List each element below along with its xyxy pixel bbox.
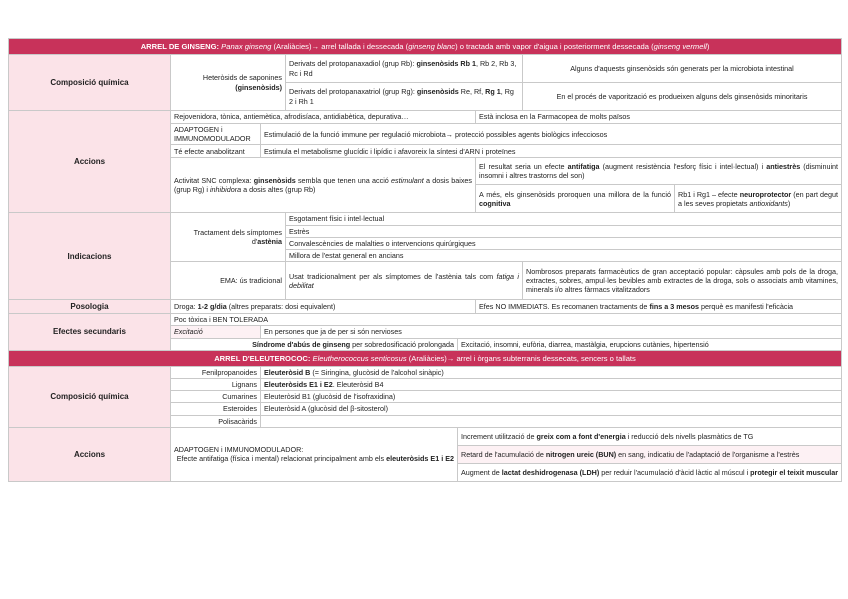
tract-pre: Tractament dels símptomes d' bbox=[193, 228, 282, 247]
eleu-r1 bbox=[458, 427, 842, 445]
sindrome-cell bbox=[171, 338, 458, 350]
eleu-composicio-label: Composició química bbox=[9, 366, 171, 427]
ginseng-posologia-label: Posologia bbox=[9, 300, 171, 314]
droga-pre: Droga: bbox=[174, 302, 196, 312]
neuro-cell bbox=[675, 185, 842, 213]
eleu-r2-post: en sang, indicatiu de l'adaptació de l'organisme a l'estrès bbox=[616, 449, 800, 459]
eleu-r3-bold: lactat deshidrogenasa (LDH) bbox=[501, 467, 600, 477]
neuro-mid: (en part degut a les seves propietats bbox=[678, 189, 839, 208]
efect-post: perquè es manifesti l'eficàcia bbox=[698, 302, 794, 312]
antifat-b1: antifatiga bbox=[567, 162, 600, 172]
indicacio-item-4: Millora de l'estat general en ancians bbox=[286, 250, 842, 262]
ema-desc bbox=[286, 262, 523, 300]
antifat-cell bbox=[476, 158, 842, 185]
eleu-r2 bbox=[458, 445, 842, 463]
ppt-note: En el procés de vaporització es produeixen alguns dels ginsenòsids minoritaris bbox=[523, 83, 842, 111]
monograph-sheet bbox=[8, 38, 841, 482]
antifat-post: (disminuint insomni i altres trastorns del son) bbox=[479, 162, 839, 181]
ppd-bold: ginsenòsids Rb 1 bbox=[416, 59, 476, 69]
snc-mid1: sembla que tenen una acció bbox=[295, 176, 392, 186]
antifat-pre: El resultat seria un efecte bbox=[479, 162, 565, 172]
ginsenosids-label: (ginsenòsids) bbox=[235, 82, 282, 92]
eleu-r1-bold: greix com a font d'energia bbox=[536, 431, 626, 441]
eleu-adapt-desc bbox=[174, 454, 454, 463]
ppt-mid: Re, Rf, bbox=[458, 87, 484, 97]
heterosids-cell bbox=[171, 55, 286, 111]
farmacopea-cell: Està inclosa en la Farmacopea de molts països bbox=[476, 111, 842, 124]
antifat-b2: antiestrès bbox=[766, 162, 801, 172]
ginseng-accions-label: Accions bbox=[9, 111, 171, 213]
ginseng-desc2: ) o tractada amb vapor d'aigua i posteriorment dessecada ( bbox=[455, 41, 654, 51]
anabol-cell: Té efecte anabolitzant bbox=[171, 145, 261, 158]
eleu-comp-1-rest: (= Siringina, glucòsid de l'alcohol sinàpic) bbox=[310, 367, 444, 377]
ginseng-desc1: → arrel tallada i dessecada ( bbox=[311, 41, 409, 51]
eleu-adapt-bold: eleuteròsids E1 i E2 bbox=[386, 454, 454, 464]
eleu-group-4: Esteroides bbox=[171, 403, 261, 415]
droga-bold: 1-2 g/dia bbox=[197, 302, 227, 312]
adapt-desc: Estimulació de la funció immune per regulació microbiota→ protecció possibles agents biològics infecciosos bbox=[261, 124, 842, 145]
ginseng-accions-row-1 bbox=[9, 111, 842, 124]
eleu-r1-pre: Increment utilització de bbox=[461, 431, 535, 441]
ginseng-header-row bbox=[9, 39, 842, 55]
eleu-comp-4 bbox=[261, 403, 842, 415]
eleuterococ-header-row bbox=[9, 350, 842, 366]
eleu-group-3: Cumarines bbox=[171, 391, 261, 403]
indicacio-item-3: Convalescències de malalties o intervencions quirúrgiques bbox=[286, 237, 842, 249]
adapt-cell: ADAPTOGEN i IMMUNOMODULADOR bbox=[171, 124, 261, 145]
neuro-i: antioxidants bbox=[749, 198, 788, 208]
eleu-adapt-cell bbox=[171, 427, 458, 481]
eleu-group-1: Fenilpropanoides bbox=[171, 366, 261, 378]
anabol-desc: Estimula el metabolisme glucídic i lipídic i afavoreix la síntesi d'ARN i proteïnes bbox=[261, 145, 842, 158]
eleu-comp-1 bbox=[261, 366, 842, 378]
tract-cell bbox=[171, 213, 286, 262]
eleuterococ-header bbox=[9, 350, 842, 366]
sindrome-post: per sobredosificació prolongada bbox=[350, 339, 454, 349]
eleu-r3 bbox=[458, 463, 842, 481]
ema-prep: Nombrosos preparats farmacèutics de gran acceptació popular: càpsules amb pols de la droga, extractes, sobres, ampul·les bevibles amb extractes de la droga, sols o associats amb vitamines, minerals i/o altres fàrmacs vitalitzadors bbox=[523, 262, 842, 300]
eleuterococ-desc: → arrel i òrgans subterranis dessecats, sencers o tallats bbox=[446, 353, 636, 363]
toxic-cell: Poc tòxica i BEN TOLERADA bbox=[171, 314, 842, 326]
eleu-polisac-empty bbox=[261, 415, 842, 427]
neuro-pre: Rb1 i Rg1 – efecte bbox=[678, 189, 738, 199]
antifat-mid: (augment resistència l'esforç físic i intel·lectual) i bbox=[599, 162, 764, 172]
eleuterococ-latin: Eleutherococcus senticosus bbox=[312, 353, 407, 363]
eleuterococ-title: ARREL D'ELEUTEROCOC: bbox=[214, 353, 311, 363]
ppd-note: Alguns d'aquests ginsenòsids són generats per la microbiota intestinal bbox=[523, 55, 842, 83]
excit-cell bbox=[171, 326, 261, 338]
eleu-adapt-pre: Efecte antifatiga (física i mental) relacionat principalment amb els bbox=[176, 454, 385, 464]
ema-desc-pre: Usat tradicionalment per als símptomes de l'astènia tals com bbox=[289, 271, 494, 281]
eleu-comp-2-rest: . Eleuteròsid B4 bbox=[332, 380, 384, 390]
ginseng-red: ginseng vermell bbox=[653, 41, 707, 51]
ema-cell: EMA: ús tradicional bbox=[171, 262, 286, 300]
cogn-pre: A més, els ginsenòsids proroquen una millora de la funció bbox=[479, 189, 671, 199]
eleu-r2-pre: Retard de l'acumulació de bbox=[461, 449, 544, 459]
neuro-bold: neuroprotector bbox=[739, 189, 792, 199]
eleu-accions-label: Accions bbox=[9, 427, 171, 481]
snc-mid2: a dosis baixes (grup Rg) i bbox=[174, 176, 473, 195]
ema-desc-italic: fatiga i debilitat bbox=[289, 271, 519, 290]
sindrome-bold: Síndrome d'abús de ginseng bbox=[252, 339, 351, 349]
ppd-post: , Rb 2, Rb 3, Rc i Rd bbox=[289, 59, 517, 78]
efect-cell bbox=[476, 300, 842, 314]
droga-post: (altres preparats: dosi equivalent) bbox=[226, 302, 336, 312]
cogn-bold: cognitiva bbox=[479, 198, 511, 208]
rejov-cell: Rejovenidora, tònica, antiemètica, afrodisíaca, antidiabètica, depurativa… bbox=[171, 111, 476, 124]
eleu-r3-pre: Augment de bbox=[461, 467, 500, 477]
snc-i1: estimulant bbox=[391, 176, 424, 186]
ginseng-family: (Araliàcies) bbox=[273, 41, 312, 51]
eleu-comp-3 bbox=[261, 391, 842, 403]
eleu-accions-row-1 bbox=[9, 427, 842, 445]
cogn-cell bbox=[476, 185, 675, 213]
ginseng-posologia-row bbox=[9, 300, 842, 314]
excit-desc: En persones que ja de per si són nervioses bbox=[261, 326, 842, 338]
ginseng-desc3: ) bbox=[706, 41, 710, 51]
excit-label: Excitació bbox=[174, 327, 203, 337]
ginseng-indicacions-label: Indicacions bbox=[9, 213, 171, 300]
efect-pre: Efes NO IMMEDIATS. Es recomanen tractaments de bbox=[479, 302, 648, 312]
ppt-bold: ginsenòsids bbox=[416, 87, 459, 97]
eleu-comp-1-bold: Eleuteròsid B bbox=[264, 367, 311, 377]
snc-post: a dosis altes (grup Rb) bbox=[241, 185, 316, 195]
ppt-cell bbox=[286, 83, 523, 111]
ginseng-composicio-label: Composició química bbox=[9, 55, 171, 111]
eleu-group-2: Lignans bbox=[171, 379, 261, 391]
snc-pre: Activitat SNC complexa: bbox=[174, 176, 252, 186]
ginseng-latin: Panax ginseng bbox=[221, 41, 272, 51]
ginseng-secundaris-label: Efectes secundaris bbox=[9, 314, 171, 351]
eleu-r1-post: i reducció dels nivells plasmàtics de TG bbox=[625, 431, 754, 441]
snc-cell bbox=[171, 158, 476, 213]
eleu-comp-4-rest: Eleuteròsid A (glucòsid del β-sitosterol) bbox=[264, 404, 388, 414]
efect-bold: fins a 3 mesos bbox=[649, 302, 699, 312]
monograph-table bbox=[8, 38, 842, 482]
eleu-adapt-title: ADAPTOGEN i IMMUNOMODULADOR: bbox=[174, 445, 304, 455]
neuro-post: ) bbox=[787, 198, 791, 208]
eleu-comp-2-bold: Eleuteròsids E1 i E2 bbox=[264, 380, 333, 390]
ppd-pre: Derivats del protopanaxadiol (grup Rb): bbox=[289, 59, 415, 69]
ppt-pre: Derivats del protopanaxatriol (grup Rg): bbox=[289, 87, 415, 97]
ginseng-indicacions-row-1 bbox=[9, 213, 842, 225]
eleu-comp-3-rest: Eleuteròsid B1 (glucòsid de l'isofraxidina) bbox=[264, 392, 396, 402]
indicacio-item-2: Estrès bbox=[286, 225, 842, 237]
ginseng-header bbox=[9, 39, 842, 55]
ppt-bold2: Rg 1 bbox=[485, 87, 501, 97]
indicacio-item-1: Esgotament físic i intel·lectual bbox=[286, 213, 842, 225]
eleu-r2-bold: nitrogen ureic (BUN) bbox=[545, 449, 617, 459]
droga-cell bbox=[171, 300, 476, 314]
ginseng-secundaris-row-1 bbox=[9, 314, 842, 326]
eleu-polisac: Polisacàrids bbox=[171, 415, 261, 427]
snc-i2: inhibidora bbox=[209, 185, 242, 195]
snc-bold: ginsenòsids bbox=[253, 176, 296, 186]
ppd-cell bbox=[286, 55, 523, 83]
eleu-r3-mid: per reduir l'acumulació d'àcid làctic al múscul i bbox=[599, 467, 749, 477]
sindrome-desc: Excitació, insomni, eufòria, diarrea, mastàlgia, erupcions cutànies, hipertensió bbox=[458, 338, 842, 350]
ginseng-white: ginseng blanc bbox=[408, 41, 456, 51]
eleuterococ-family: (Araliàcies) bbox=[408, 353, 447, 363]
ginseng-composicio-row-1 bbox=[9, 55, 842, 83]
tract-bold: astènia bbox=[257, 237, 282, 247]
ppt-post: , Rg 2 i Rh 1 bbox=[289, 87, 514, 106]
eleu-r3-bold2: protegir el teixit muscular bbox=[750, 467, 839, 477]
ginseng-title: ARREL DE GINSENG: bbox=[140, 41, 220, 51]
eleu-comp-2 bbox=[261, 379, 842, 391]
heterosids-label: Heteròsids de saponines bbox=[202, 73, 282, 83]
eleu-composicio-row-1 bbox=[9, 366, 842, 378]
